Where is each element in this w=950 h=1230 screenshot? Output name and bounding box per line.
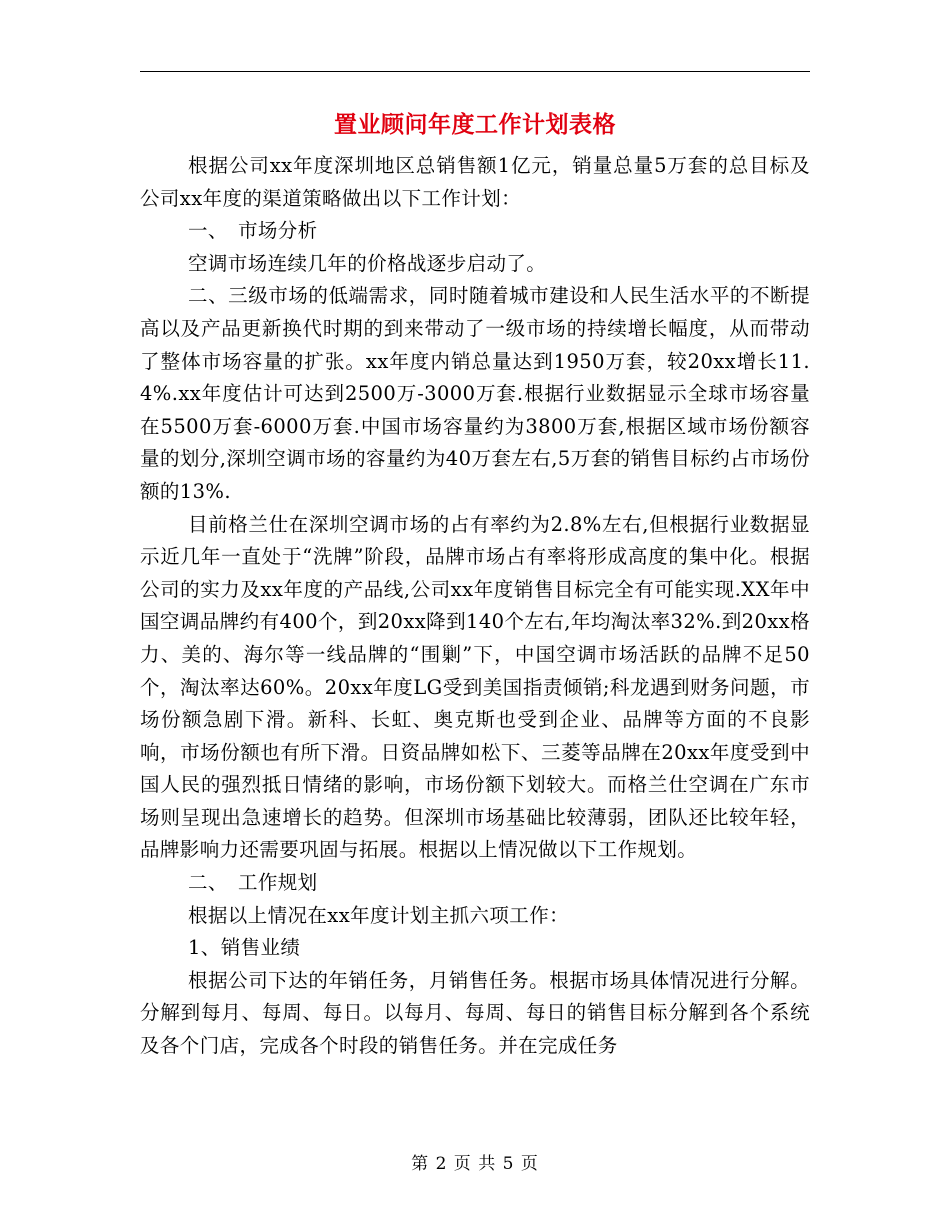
paragraph-price-war: 空调市场连续几年的价格战逐步启动了。	[188, 251, 547, 275]
paragraph-sales-breakdown: 根据公司下达的年销任务，月销售任务。根据市场具体情况进行分解。分解到每月、每周、每日。以每月、每周、每日的销售目标分解到各个系统及各个门店，完成各个时段的销售任务。并在完成任务	[140, 968, 810, 1058]
heading-sales-performance: 1、销售业绩	[188, 936, 301, 960]
paragraph-market-demand: 二、三级市场的低端需求，同时随着城市建设和人民生活水平的不断提高以及产品更新换代时期的到来带动了一级市场的持续增长幅度，从而带动了整体市场容量的扩张。xx年度内销总量达到1950万套，较20xx增长11.4%.xx年度估计可达到2500万-3000万套.根据行业数据显示全球市场容量在5500万套-6000万套.中国市场容量约为3800万套,根据区域市场份额容量的划分,深圳空调市场的容量约为40万套左右,5万套的销售目标约占市场份额的13%.	[140, 284, 810, 503]
header-rule	[140, 71, 810, 72]
paragraph-six-tasks: 根据以上情况在xx年度计划主抓六项工作：	[188, 903, 569, 927]
document-title: 置业顾问年度工作计划表格	[334, 111, 616, 138]
page-indicator: 第 2 页 共 5 页	[411, 1154, 539, 1174]
heading-market-analysis: 一、 市场分析	[188, 219, 318, 243]
heading-work-plan: 二、 工作规划	[188, 871, 318, 895]
paragraph-intro: 根据公司xx年度深圳地区总销售额1亿元，销量总量5万套的总目标及公司xx年度的渠道策略做出以下工作计划：	[140, 154, 810, 210]
paragraph-market-share: 目前格兰仕在深圳空调市场的占有率约为2.8%左右,但根据行业数据显示近几年一直处于“洗牌”阶段，品牌市场占有率将形成高度的集中化。根据公司的实力及xx年度的产品线,公司xx年度销售目标完全有可能实现.XX年中国空调品牌约有400个，到20xx降到140个左右,年均淘汰率32%.到20xx格力、美的、海尔等一线品牌的“围剿”下，中国空调市场活跃的品牌不足50个，淘汰率达60%。20xx年度LG受到美国指责倾销;科龙遇到财务问题，市场份额急剧下滑。新科、长虹、奥克斯也受到企业、品牌等方面的不良影响，市场份额也有所下滑。日资品牌如松下、三菱等品牌在20xx年度受到中国人民的强烈抵日情绪的影响，市场份额下划较大。而格兰仕空调在广东市场则呈现出急速增长的趋势。但深圳市场基础比较薄弱，团队还比较年轻，品牌影响力还需要巩固与拓展。根据以上情况做以下工作规划。	[140, 512, 810, 862]
document-body	[140, 150, 810, 1063]
